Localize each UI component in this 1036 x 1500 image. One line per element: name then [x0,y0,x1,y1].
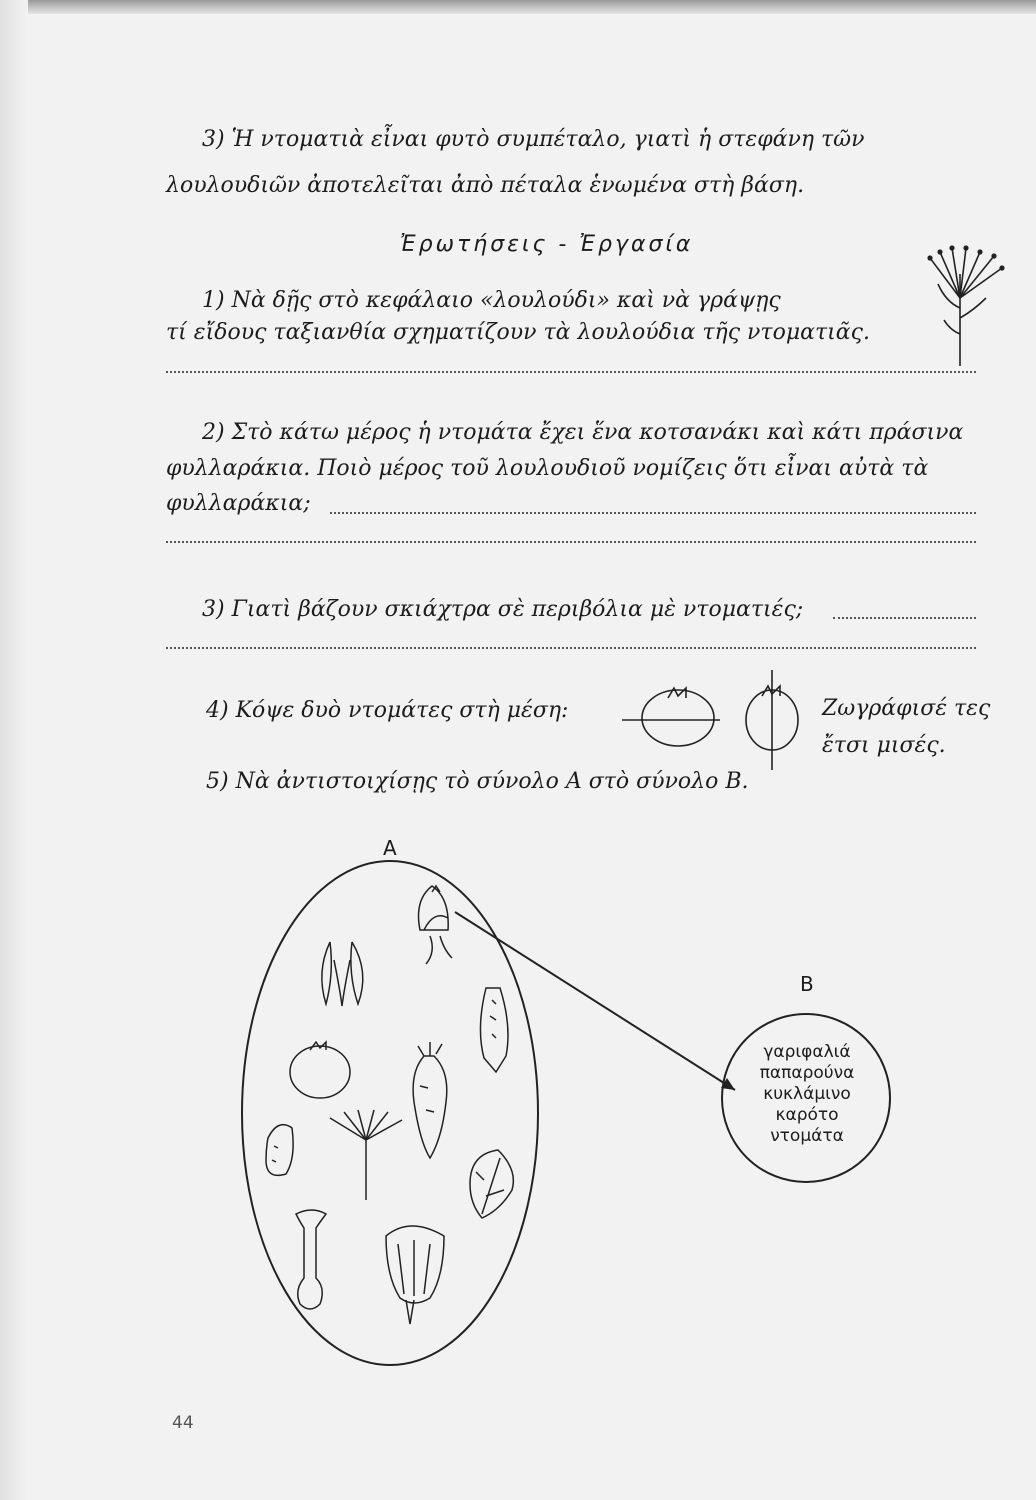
umbel-icon [330,1110,402,1200]
set-b-item[interactable]: γαριφαλιά [763,1042,851,1062]
stamens-icon [322,942,363,1006]
set-b-label: Β [800,972,814,996]
question-4: 4) Κόψε δυὸ ντομάτες στὴ μέση: [206,698,569,723]
question-4-answer-line-1: Ζωγράφισέ τες [822,696,991,721]
question-2-line-1: 2) Στὸ κάτω μέρος ἡ ντομάτα ἔχει ἕνα κοτσανάκι καὶ κάτι πράσινα [202,420,964,445]
spadix-icon [480,988,508,1072]
tomato-icon [290,1042,350,1098]
set-b-item[interactable]: καρότο [775,1105,839,1125]
answer-line-q1[interactable] [166,371,976,373]
pod-icon [266,1125,293,1176]
set-b-item[interactable]: ντομάτα [770,1126,844,1146]
set-a-label: Α [383,836,397,860]
question-1-line-1: 1) Νὰ δῇς στὸ κεφάλαιο «λουλούδι» καὶ νὰ γράψῃς [202,288,781,313]
scan-left-shade [0,0,28,1500]
carrot-root-icon [413,1042,447,1158]
question-4-answer-line-2: ἔτσι μισές. [822,733,946,758]
question-1-line-2: τί εἴδους ταξιανθία σχηματίζουν τὰ λουλούδια τῆς ντοματιᾶς. [166,320,870,345]
section-title: Ἐρωτήσεις - Ἐργασία [400,232,694,257]
poppy-capsule-icon [386,1226,444,1324]
set-b-item[interactable]: παπαρούνα [759,1063,855,1083]
answer-line-q3-b[interactable] [166,647,976,649]
answer-line-q2-a[interactable] [330,512,976,514]
scan-top-edge [0,0,1036,14]
pistil-icon [296,1210,326,1309]
intro-line-2: λουλουδιῶν ἀποτελεῖται ἀπὸ πέταλα ἑνωμένα στὴ βάση. [166,173,805,198]
carnation-flower-icon [419,886,453,964]
question-5: 5) Νὰ ἀντιστοιχίσῃς τὸ σύνολο Α στὸ σύνολο Β. [206,769,749,794]
leaf-icon [470,1150,513,1218]
set-a-diagram [240,860,800,1370]
set-b-item[interactable]: κυκλάμινο [763,1084,851,1104]
question-2-line-2: φυλλαράκια. Ποιὸ μέρος τοῦ λουλουδιοῦ νομίζεις ὅτι εἶναι αὐτὰ τὰ [166,456,929,481]
umbel-sketch-icon [922,238,1008,368]
answer-line-q3-a[interactable] [833,617,976,619]
answer-line-q2-b[interactable] [166,541,976,543]
tomato-cut-diagrams [620,668,824,772]
question-3: 3) Γιατὶ βάζουν σκιάχτρα σὲ περιβόλια μὲ ντοματιές; [202,597,804,622]
intro-line-1: 3) Ἡ ντοματιὰ εἶναι φυτὸ συμπέταλο, γιατὶ ἡ στεφάνη τῶν [202,127,865,152]
question-2-line-3: φυλλαράκια; [166,491,311,516]
matching-arrow [455,912,735,1090]
page-number: 44 [172,1413,194,1433]
set-b-list [745,1042,869,1147]
